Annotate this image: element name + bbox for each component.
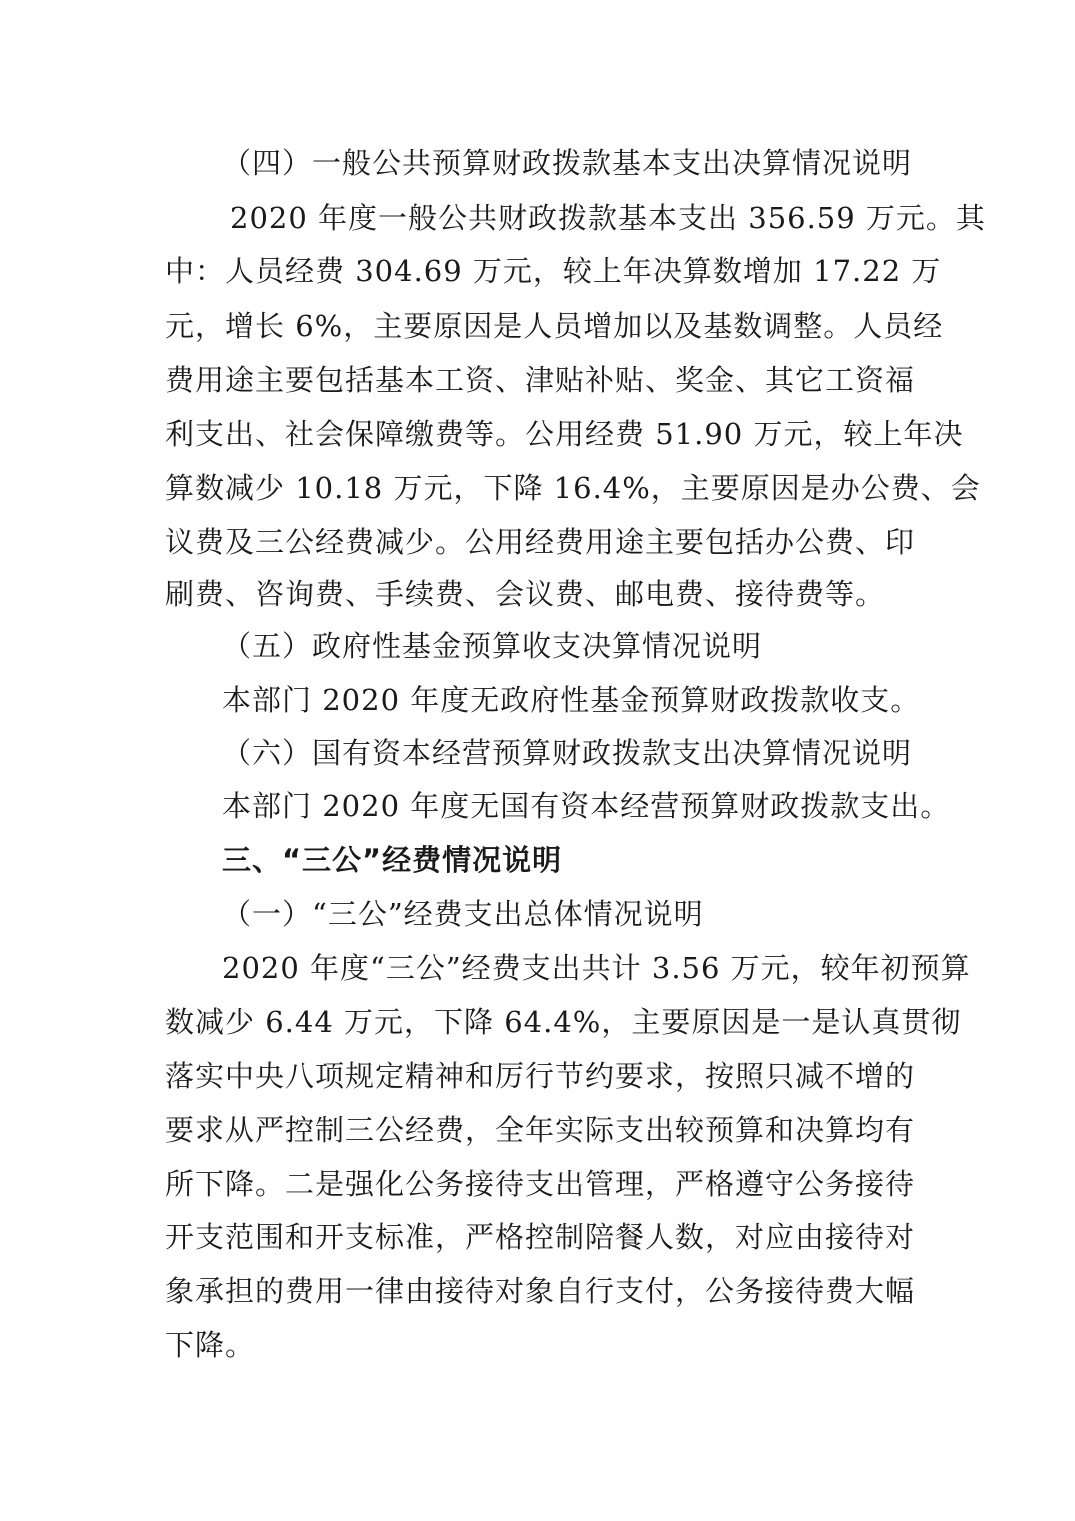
paragraph-line: 本部门 2020 年度无政府性基金预算财政拨款收支。 [222,683,921,717]
paragraph-line: 2020 年度“三公”经费支出共计 3.56 万元，较年初预算 [222,951,971,985]
section-heading-1: （一）“三公”经费支出总体情况说明 [222,897,704,931]
paragraph-line: 下降。 [165,1328,256,1362]
section-heading-5: （五）政府性基金预算收支决算情况说明 [222,629,763,663]
paragraph-line: 落实中央八项规定精神和厉行节约要求，按照只减不增的 [165,1059,916,1093]
paragraph-line: 算数减少 10.18 万元，下降 16.4%，主要原因是办公费、会 [165,471,981,505]
paragraph-line: 本部门 2020 年度无国有资本经营预算财政拨款支出。 [222,789,951,823]
main-heading-three: 三、“三公”经费情况说明 [222,843,563,877]
paragraph-line: 要求从严控制三公经费，全年实际支出较预算和决算均有 [165,1113,916,1147]
paragraph-line: 费用途主要包括基本工资、津贴补贴、奖金、其它工资福 [165,363,916,397]
paragraph-line: 中：人员经费 304.69 万元，较上年决算数增加 17.22 万 [165,254,942,288]
paragraph-line: 利支出、社会保障缴费等。公用经费 51.90 万元，较上年决 [165,417,964,451]
paragraph-line: 2020 年度一般公共财政拨款基本支出 356.59 万元。其 [230,201,986,235]
section-heading-6: （六）国有资本经营预算财政拨款支出决算情况说明 [222,736,913,770]
paragraph-line: 开支范围和开支标准，严格控制陪餐人数，对应由接待对 [165,1220,916,1254]
paragraph-line: 议费及三公经费减少。公用经费用途主要包括办公费、印 [165,525,916,559]
paragraph-line: 数减少 6.44 万元，下降 64.4%，主要原因是一是认真贯彻 [165,1005,962,1039]
paragraph-line: 象承担的费用一律由接待对象自行支付，公务接待费大幅 [165,1274,916,1308]
paragraph-line: 刷费、咨询费、手续费、会议费、邮电费、接待费等。 [165,577,886,611]
section-heading-4: （四）一般公共预算财政拨款基本支出决算情况说明 [222,146,913,180]
paragraph-line: 元，增长 6%，主要原因是人员增加以及基数调整。人员经 [165,309,944,343]
paragraph-line: 所下降。二是强化公务接待支出管理，严格遵守公务接待 [165,1167,916,1201]
